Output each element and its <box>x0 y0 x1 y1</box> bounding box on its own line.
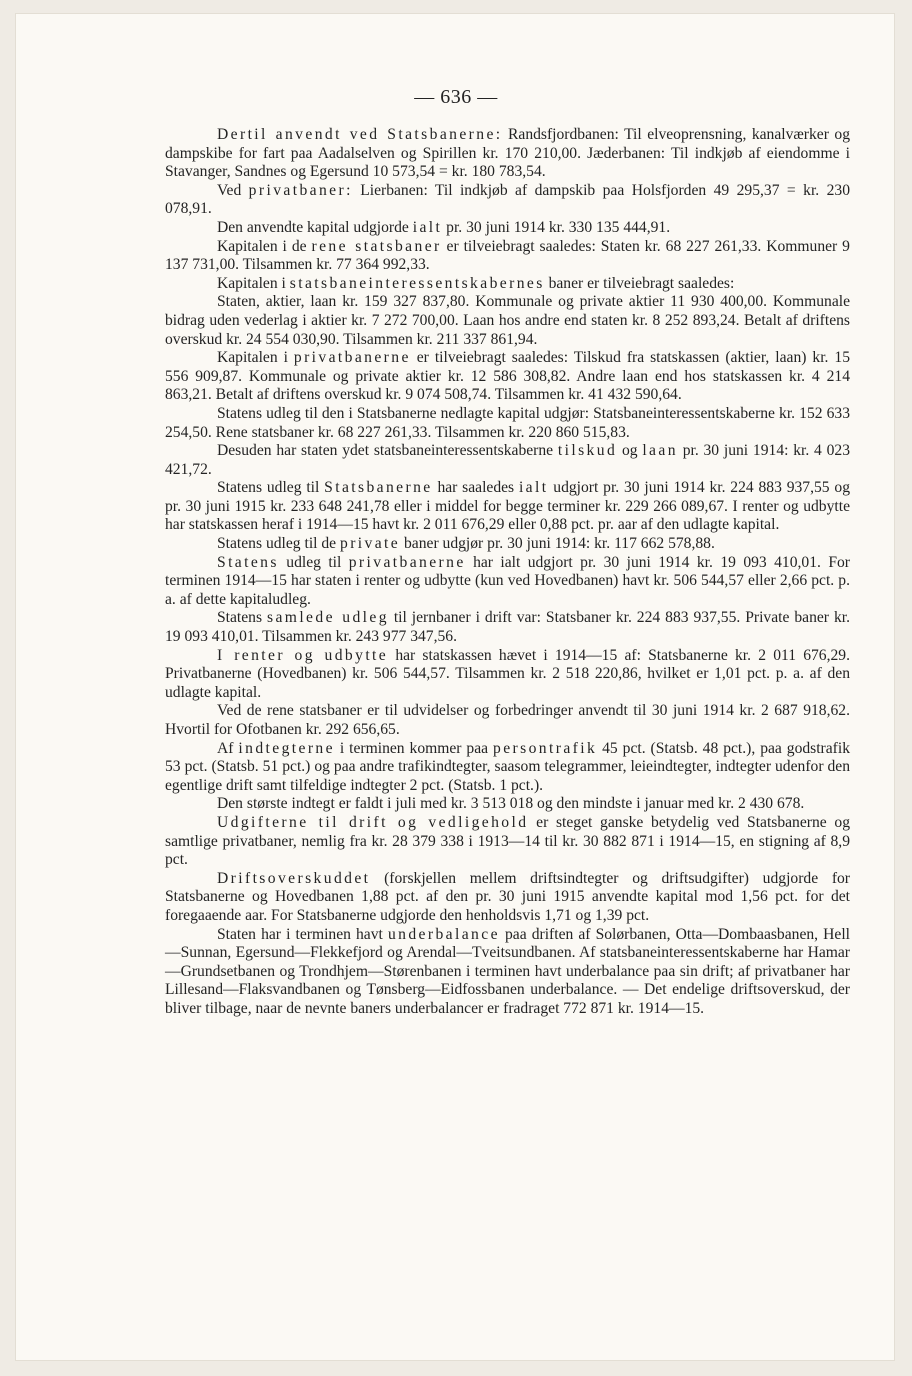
spaced-phrase: tilskud <box>557 442 618 460</box>
paragraph <box>165 349 850 405</box>
paragraph-text: har saaledes <box>432 479 519 497</box>
body-text <box>165 126 850 1019</box>
paragraph-text: Den anvendte kapital udgjorde <box>217 218 413 236</box>
paragraph-text: paa driften af Solørbanen, Otta—Dombaasbanen, Hell—Sunnan, Egersund—Flekkefjord og Arendal—Tveitsundbanen. Af statsbaneinteressentskaberne har Hamar—Grundsetbanen og Trondhjem—Størenbanen i terminen havt underbalance paa sin drift; af privatbaner har Lillesand—Flaksvandbanen og Tønsberg—Eidfossbanen underbalance. — Det endelige driftsoverskud, der bliver tilbage, naar de nevnte baners underbalancer er fradraget 772 871 kr. 1914—15. <box>165 925 851 1017</box>
spaced-phrase: persontrafik <box>493 739 598 757</box>
spaced-phrase: rene statsbaner <box>311 237 442 255</box>
spaced-phrase: samlede udleg <box>267 609 389 627</box>
paragraph <box>165 405 850 442</box>
paragraph-text: Statens <box>217 609 267 627</box>
paragraph <box>165 870 850 926</box>
paragraph-text: Kapitalen i <box>217 274 290 292</box>
paragraph <box>165 238 850 275</box>
spaced-phrase: privatbaner: <box>248 181 353 199</box>
spaced-phrase: Statens <box>217 553 279 571</box>
paragraph <box>165 293 850 349</box>
paragraph <box>165 554 850 610</box>
paragraph-text: Statens udleg til den i Statsbanerne nedlagte kapital udgjør: Statsbaneinteressentskaberne kr. 152 633 254,50. Rene statsbaner kr. 68 227 261,33. Tilsammen kr. 220 860 515,83. <box>165 404 850 441</box>
spaced-phrase: statsbaneinteressentskabernes <box>289 274 545 292</box>
paragraph <box>165 926 850 1019</box>
paragraph <box>165 535 850 554</box>
paragraph-text: baner udgjør pr. 30 juni 1914: kr. 117 662 578,88. <box>400 535 715 553</box>
paragraph-text: Ved <box>217 181 249 199</box>
paragraph-text: Den største indtegt er faldt i juli med kr. 3 513 018 og den mindste i januar med kr. 2 430 678. <box>217 795 805 813</box>
spaced-phrase: I renter og udbytte <box>217 646 389 664</box>
paragraph-text: Statens udleg til <box>217 479 325 497</box>
spaced-phrase: private <box>340 535 401 553</box>
paragraph-text: og <box>617 442 643 460</box>
paragraph-text: Af <box>217 739 239 757</box>
spaced-phrase: laan <box>642 442 678 460</box>
spaced-phrase: Dertil anvendt ved Statsbanerne: <box>217 126 503 143</box>
paragraph-text: 45 pct. (Statsb. 48 pct.), paa godstrafik 53 pct. (Statsb. 51 pct.) og paa andre trafikindtegter, saasom telegrammer, leieindtegter, indtegter udenfor den egentlige drift samt tilfeldige indtegter 2 pct. (Statsb. 1 pct.). <box>165 739 850 794</box>
paragraph-text: udleg til <box>278 553 349 571</box>
spaced-phrase: Statsbanerne <box>324 479 433 497</box>
paragraph-text: Desuden har staten ydet statsbaneinteressentskaberne <box>217 442 558 460</box>
paragraph <box>165 647 850 703</box>
paragraph-text: baner er tilveiebragt saaledes: <box>544 274 735 292</box>
page-number: — 636 — <box>414 86 498 108</box>
paragraph <box>165 219 850 238</box>
paragraph-text: pr. 30 juni 1914: kr. 4 023 421,72. <box>165 442 851 478</box>
spaced-phrase: underbalance <box>387 925 500 943</box>
paragraph-text: er steget ganske betydelig ved Statsbanerne og samtlige privatbaner, nemlig fra kr. 28 379 338 i 1913—14 til kr. 30 882 871 i 1914—15, en stigning af 8,9 pct. <box>165 813 850 869</box>
paragraph-text: Kapitalen i <box>217 349 294 367</box>
paragraph <box>165 795 850 814</box>
paragraph <box>165 126 850 182</box>
paragraph <box>165 275 850 294</box>
paragraph-text: Staten har i terminen havt <box>217 925 388 943</box>
spaced-phrase: privatbanerne <box>348 553 466 571</box>
paragraph <box>165 442 850 479</box>
paragraph-text: Randsfjordbanen: Til elveoprensning, kanalværker og dampskibe for fart paa Aadalselven og Spirillen kr. 170 210,00. Jæderbanen: Til indkjøb af eiendomme i Stavanger, Sandnes og Egersund 10 573,54 = kr. 180 783,54. <box>165 126 850 181</box>
paragraph-text: har statskassen hævet i 1914—15 af: Statsbanerne kr. 2 011 676,29. Privatbanerne (Hovedbanen) kr. 506 544,57. Tilsammen kr. 2 518 220,86, hvilket er 1,01 pct. p. a. af den udlagte kapital. <box>165 646 850 701</box>
paragraph-text: pr. 30 juni 1914 kr. 330 135 444,91. <box>442 218 671 236</box>
paragraph-text: Staten, aktier, laan kr. 159 327 837,80. Kommunale og private aktier 11 930 400,00. Kommunale bidrag uden vederlag i aktier kr. 7 272 700,00. Laan hos andre end staten kr. 8 252 893,24. Betalt af driftens overskud kr. 24 554 030,90. Tilsammen kr. 211 337 861,94. <box>165 293 850 348</box>
paragraph <box>165 740 850 796</box>
paragraph-text: er tilveiebragt saaledes: Staten kr. 68 227 261,33. Kommuner 9 137 731,00. Tilsammen kr. 77 364 992,33. <box>165 237 850 274</box>
paragraph-text: er tilveiebragt saaledes: Tilskud fra statskassen (aktier, laan) kr. 15 556 909,87. Kommunale og private aktier kr. 12 586 308,82. Andre laan end hos statskassen kr. 4 214 863,21. Betalt af driftens overskud kr. 9 074 508,74. Tilsammen kr. 41 432 590,64. <box>165 349 850 404</box>
paragraph <box>165 182 850 219</box>
spaced-phrase: ialt <box>412 218 443 236</box>
spaced-phrase: Udgifterne til drift og vedligehold <box>217 813 529 831</box>
paragraph-text: Kapitalen i de <box>217 237 312 255</box>
paragraph-text: (forskjellen mellem driftsindtegter og driftsudgifter) udgjorde for Statsbanerne og Hovedbanen 1,88 pct. af den pr. 30 juni 1915 anvendte kapital mod 1,56 pct. for det foregaaende aar. For Statsbanerne udgjorde den henholdsvis 1,71 og 1,39 pct. <box>165 869 850 924</box>
paragraph <box>165 609 850 646</box>
paragraph-text: i terminen kommer paa <box>334 739 494 757</box>
paragraph-text: Ved de rene statsbaner er til udvidelser og forbedringer anvendt til 30 juni 1914 kr. 2 687 918,62. Hvortil for Ofotbanen kr. 292 656,65. <box>165 702 850 738</box>
paragraph-text: til jernbaner i drift var: Statsbaner kr. 224 883 937,55. Private baner kr. 19 093 410,01. Tilsammen kr. 243 977 347,56. <box>165 609 850 646</box>
paragraph-text: udgjort pr. 30 juni 1914 kr. 224 883 937,55 og pr. 30 juni 1915 kr. 233 648 241,78 eller i middel for begge terminer kr. 229 266 089,67. I renter og udbytte har statskassen heraf i 1914—15 havt kr. 2 011 676,29 eller 0,88 pct. pr. aar af den udlagte kapital. <box>165 479 851 534</box>
paragraph <box>165 702 850 739</box>
paragraph-text: Lierbanen: Til indkjøb af dampskib paa Holsfjorden 49 295,37 = kr. 230 078,91. <box>165 181 850 218</box>
paragraph <box>165 814 850 870</box>
spaced-phrase: indtegterne <box>238 739 335 757</box>
paragraph-text: Statens udleg til de <box>217 535 340 553</box>
spaced-phrase: privatbanerne <box>293 349 411 367</box>
spaced-phrase: ialt <box>518 479 549 497</box>
paragraph <box>165 479 850 535</box>
spaced-phrase: Driftsoverskuddet <box>217 869 371 887</box>
paragraph-text: har ialt udgjort pr. 30 juni 1914 kr. 19 093 410,01. For terminen 1914—15 har staten i renter og udbytte (kun ved Hovedbanen) havt kr. 506 544,57 eller 2,66 pct. p. a. af dette kapitaludleg. <box>165 553 850 608</box>
